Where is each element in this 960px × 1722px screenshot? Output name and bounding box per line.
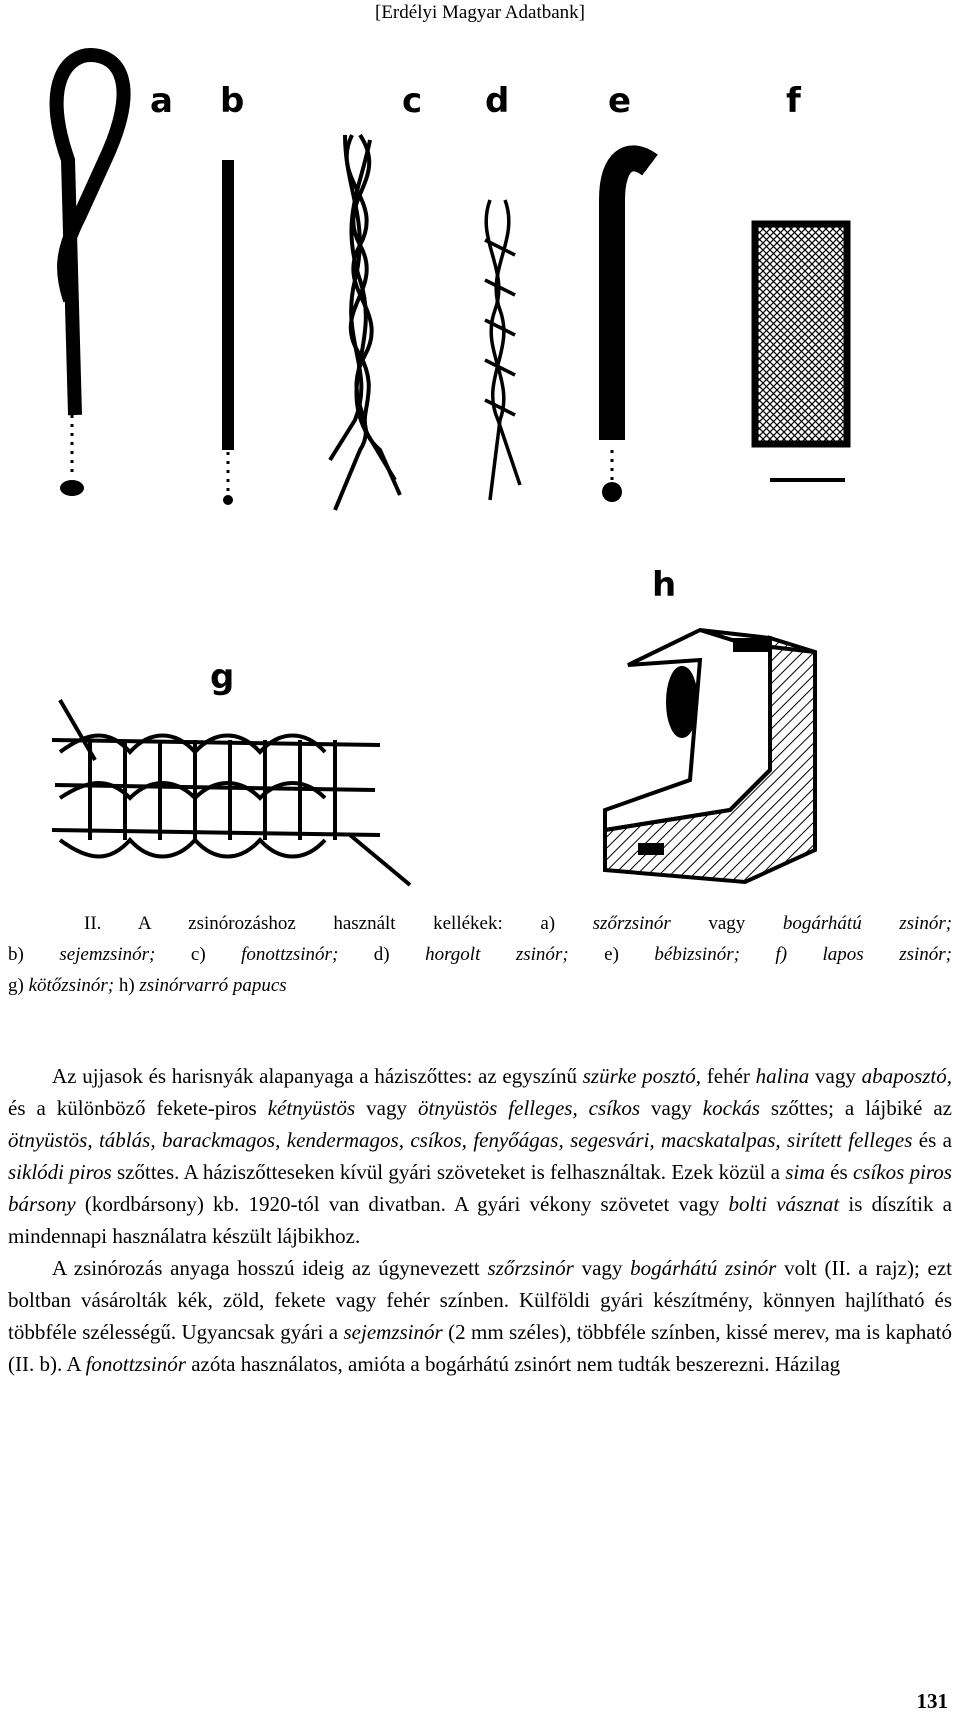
text-run: vagy <box>573 1256 631 1280</box>
text-run: (kordbársony) kb. 1920-tól van divatban. A gyári vékony szövetet vagy <box>75 1192 729 1216</box>
caption-item-e: e) <box>604 944 619 965</box>
italic-term: siklódi piros <box>8 1160 112 1184</box>
label-h: h <box>652 565 677 605</box>
italic-term: csíkos piros bársony <box>8 1160 952 1216</box>
page-number: 131 <box>916 1689 948 1713</box>
italic-term: szőrzsinór <box>487 1256 574 1280</box>
caption-name-c: fonottzsinór; <box>241 944 339 965</box>
italic-term: kétnyüstös <box>267 1096 356 1120</box>
text-run: fehér <box>701 1064 756 1088</box>
caption-name-h: zsinórvarró papucs <box>139 975 287 996</box>
cord-a-drawing <box>57 55 124 496</box>
italic-term: bogárhátú zsinór <box>630 1256 777 1280</box>
italic-term: halina <box>755 1064 810 1088</box>
caption-name-d: horgolt zsinór; <box>425 944 569 965</box>
caption-name-g: kötőzsinór; <box>28 975 115 996</box>
caption-item-g: g) <box>8 975 24 996</box>
italic-term: fonottzsinór <box>85 1352 186 1376</box>
cord-d-drawing <box>485 200 520 500</box>
caption-name-a2: bogárhátú zsinór; <box>782 913 953 934</box>
paragraph-2 <box>8 1252 952 1380</box>
caption-name-f: lapos zsinór; <box>822 944 952 965</box>
paragraph-1 <box>8 1060 952 1252</box>
caption-line-3 <box>8 970 952 1001</box>
cord-illustration <box>0 40 960 900</box>
cord-f-drawing <box>755 224 847 480</box>
caption-numeral: II. <box>84 913 102 934</box>
caption-line-1 <box>8 908 952 939</box>
caption-item-c: c) <box>190 944 206 965</box>
text-run: azóta használatos, amióta a bogárhátú zsinórt nem tudták beszerezni. Házilag <box>185 1352 841 1376</box>
caption-item-h: h) <box>118 975 135 996</box>
caption-item-d: d) <box>373 944 390 965</box>
cord-g-drawing <box>52 700 410 885</box>
label-b: b <box>220 81 245 121</box>
body-text <box>8 1060 952 1380</box>
italic-term: bolti vásznat <box>728 1192 840 1216</box>
italic-term: ötnyüstös, táblás, barackmagos, kendermagos, csíkos, fenyőágas, segesvári, macskatalpas, sirített felleges <box>8 1128 913 1152</box>
caption-item-f: f) <box>775 944 788 965</box>
caption-item-b: b) <box>8 944 24 965</box>
cord-e-drawing <box>602 158 650 502</box>
caption-item-a: a) <box>540 913 556 934</box>
text-run: vagy <box>355 1096 418 1120</box>
sewing-foot-drawing <box>605 630 815 882</box>
italic-term: ötnyüstös felleges, csíkos <box>417 1096 640 1120</box>
label-a: a <box>150 81 173 121</box>
text-run: szőttes; a lájbiké az <box>759 1096 952 1120</box>
label-e: e <box>608 81 632 121</box>
italic-term: abaposztó, <box>861 1064 952 1088</box>
figure-caption <box>8 908 952 1001</box>
italic-term: sima <box>785 1160 825 1184</box>
caption-name-b: sejemzsinór; <box>59 944 156 965</box>
label-g: g <box>210 657 235 697</box>
text-run: és a <box>912 1128 952 1152</box>
text-run: is díszítik a mindennapi használatra készült lájbikhoz. <box>8 1192 952 1248</box>
caption-or: vagy <box>708 913 746 934</box>
caption-lead: A zsinórozáshoz használt kellékek: <box>137 913 503 934</box>
caption-name-a: szőrzsinór <box>592 913 671 934</box>
label-f: f <box>786 81 801 121</box>
caption-name-e: bébizsinór; <box>654 944 740 965</box>
italic-term: szürke posztó, <box>582 1064 702 1088</box>
text-run: A zsinórozás anyaga hosszú ideig az úgynevezett <box>52 1256 488 1280</box>
cord-b-drawing <box>222 160 234 505</box>
caption-line-2 <box>8 939 952 970</box>
text-run: és <box>824 1160 853 1184</box>
italic-term: kockás <box>702 1096 760 1120</box>
label-d: d <box>485 81 510 121</box>
text-run: (2 mm széles), többféle színben, kissé merev, ma is kapható (II. b). A <box>8 1320 952 1376</box>
italic-term: sejemzsinór <box>343 1320 443 1344</box>
text-run: Az ujjasok és harisnyák alapanyaga a háziszőttes: az egyszínű <box>52 1064 583 1088</box>
text-run: vagy <box>640 1096 703 1120</box>
cord-c-drawing <box>330 135 400 510</box>
label-c: c <box>402 81 423 121</box>
text-run: vagy <box>809 1064 862 1088</box>
text-run: és a különböző fekete-piros <box>8 1096 268 1120</box>
source-header: [Erdélyi Magyar Adatbank] <box>375 2 585 23</box>
text-run: volt (II. a rajz); ezt boltban vásárolták kék, zöld, fekete vagy fehér színben. Külföldi gyári készítmény, könnyen hajlítható és többféle szélességű. Ugyancsak gyári a <box>8 1256 952 1344</box>
text-run: szőttes. A háziszőtteseken kívül gyári szöveteket is felhasználtak. Ezek közül a <box>111 1160 786 1184</box>
